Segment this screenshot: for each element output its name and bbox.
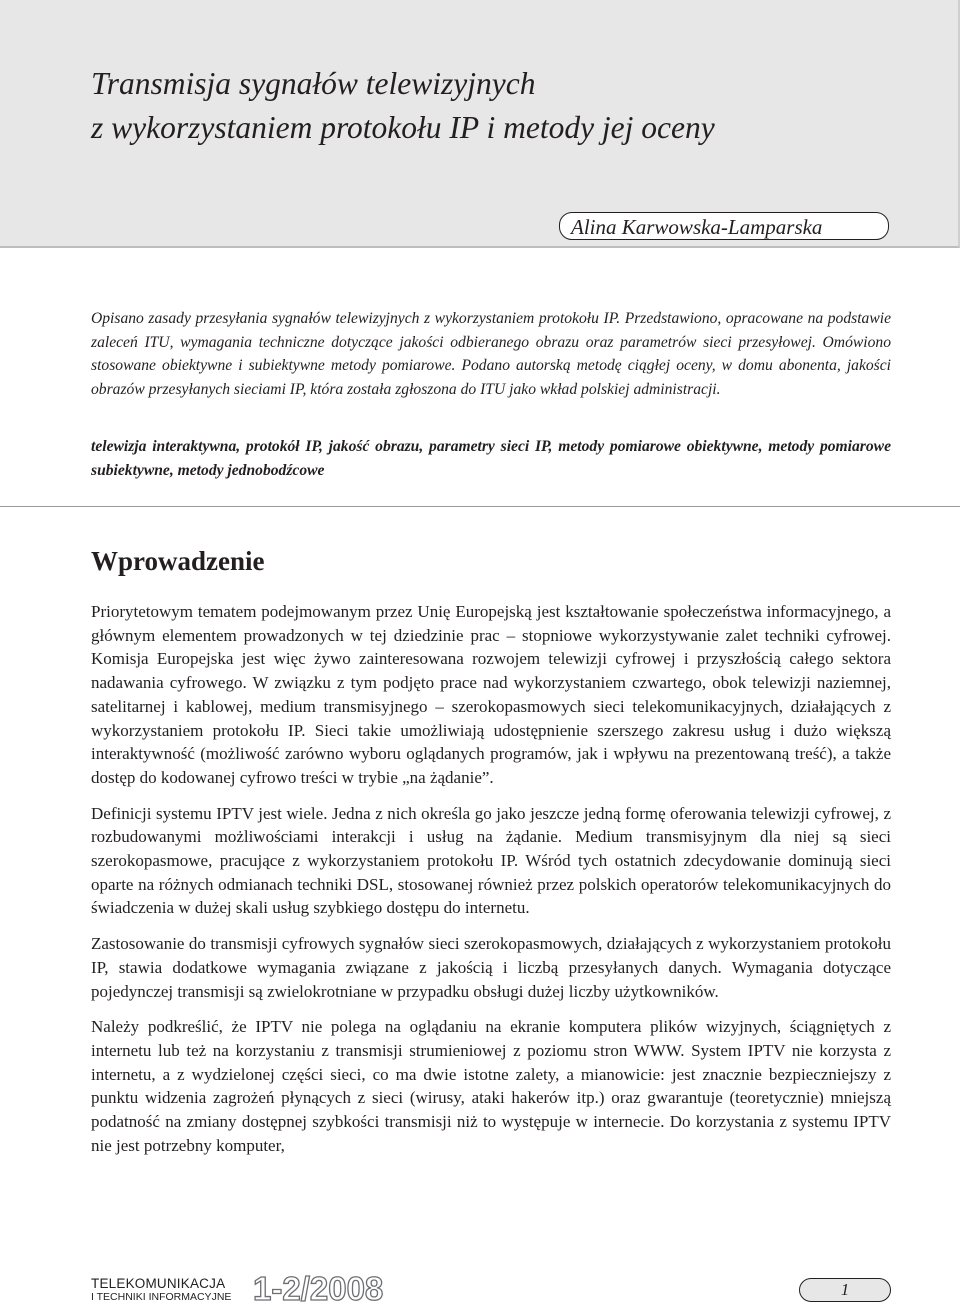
section-divider bbox=[0, 506, 960, 507]
body-text bbox=[91, 600, 891, 1169]
article-title-line-2: z wykorzystaniem protokołu IP i metody jej oceny bbox=[91, 110, 715, 145]
journal-name-line-1: TELEKOMUNIKACJA bbox=[91, 1276, 226, 1291]
page-number: 1 bbox=[840, 1280, 850, 1299]
paragraph-4: Należy podkreślić, że IPTV nie polega na oglądaniu na ekranie komputera plików wizyjnych, ściągniętych z internetu lub też na korzystaniu z transmisji strumieniowej z poziomu stron WWW. System IPTV nie korzysta z internetu, a z wydzielonej części sieci, co ma dwie istotne zalety, a mianowicie: jest znacznie bezpieczniejszy z punktu widzenia zagrożeń płynących z sieci (wirusy, ataki hakerów itp.) oraz gwarantuje (teoretycznie) mniejszą podatność na zmiany dostępnej szybkości transmisji niż to występuje w internecie. Do korzystania z systemu IPTV nie jest potrzebny komputer, bbox=[91, 1017, 891, 1155]
abstract: Opisano zasady przesyłania sygnałów telewizyjnych z wykorzystaniem protokołu IP. Przedstawiono, opracowane na podstawie zaleceń ITU, wymagania techniczne dotyczące jakości odbieranego obrazu oraz parametrów sieci przesyłowej. Omówiono stosowane obiektywne i subiektywne metody pomiarowe. Podano autorską metodę ciągłej oceny, w domu abonenta, jakości obrazów przesyłanych sieciami IP, która została zgłoszona do ITU jako wkład polskiej administracji. bbox=[91, 310, 891, 398]
journal-name bbox=[91, 1277, 231, 1303]
paragraph-2: Definicji systemu IPTV jest wiele. Jedna z nich określa go jako jeszcze jedną formę oferowania telewizji cyfrowej, z rozbudowanymi możliwościami interakcji i usług na żądanie. Medium transmisyjnym dla niej są sieci szerokopasmowe, pracujące z wykorzystaniem protokołu IP. Wśród tych ostatnich zdecydowanie dominują sieci oparte na różnych odmianach techniki DSL, stosowanej również przez polskich operatorów telekomunikacyjnych do świadczenia w dużej skali usług szybkiego dostępu do internetu. bbox=[91, 803, 891, 918]
article-title bbox=[91, 62, 911, 150]
author-name: Alina Karwowska-Lamparska bbox=[571, 215, 823, 239]
journal-name-line-2: I TECHNIKI INFORMACYJNE bbox=[91, 1291, 232, 1303]
keywords: telewizja interaktywna, protokół IP, jakość obrazu, parametry sieci IP, metody pomiarowe obiektywne, metody pomiarowe subiektywne, metody jednobodźcowe bbox=[91, 438, 891, 479]
paragraph-3: Zastosowanie do transmisji cyfrowych sygnałów sieci szerokopasmowych, działających z wykorzystaniem protokołu IP, stawia dodatkowe wymagania związane z jakością i liczbą przesyłanych danych. Wymagania dotyczące pojedynczej transmisji są zwielokrotniane w przypadku obsługi dużej liczby użytkowników. bbox=[91, 934, 891, 1001]
paragraph-1: Priorytetowym tematem podejmowanym przez Unię Europejską jest kształtowanie społeczeństwa informacyjnego, a głównym elementem prowadzonych w tej dziedzinie prac – stopniowe wykorzystywanie zalet techniki cyfrowej. Komisja Europejska jest więc żywo zainteresowana rozwojem telewizji cyfrowej i przyszłością całego sektora nadawania cyfrowego. W związku z tym podjęto prace nad wykorzystaniem czwartego, obok telewizji naziemnej, satelitarnej i kablowej, medium transmisyjnego – szerokopasmowych sieci telekomunikacyjnych, działających z wykorzystaniem protokołu IP. Sieci takie umożliwiają udostępnienie szerszego zakresu usług i dużo większą interaktywność (możliwość zarówno wyboru oglądanych programów, jak i wpływu na prezentowaną treść), a także dostęp do kodowanej cyfrowo treści w trybie „na żądanie”. bbox=[91, 602, 891, 787]
section-heading: Wprowadzenie bbox=[91, 546, 265, 576]
issue-number: 1-2/2008 bbox=[253, 1270, 384, 1307]
article-title-line-1: Transmisja sygnałów telewizyjnych bbox=[91, 66, 536, 101]
